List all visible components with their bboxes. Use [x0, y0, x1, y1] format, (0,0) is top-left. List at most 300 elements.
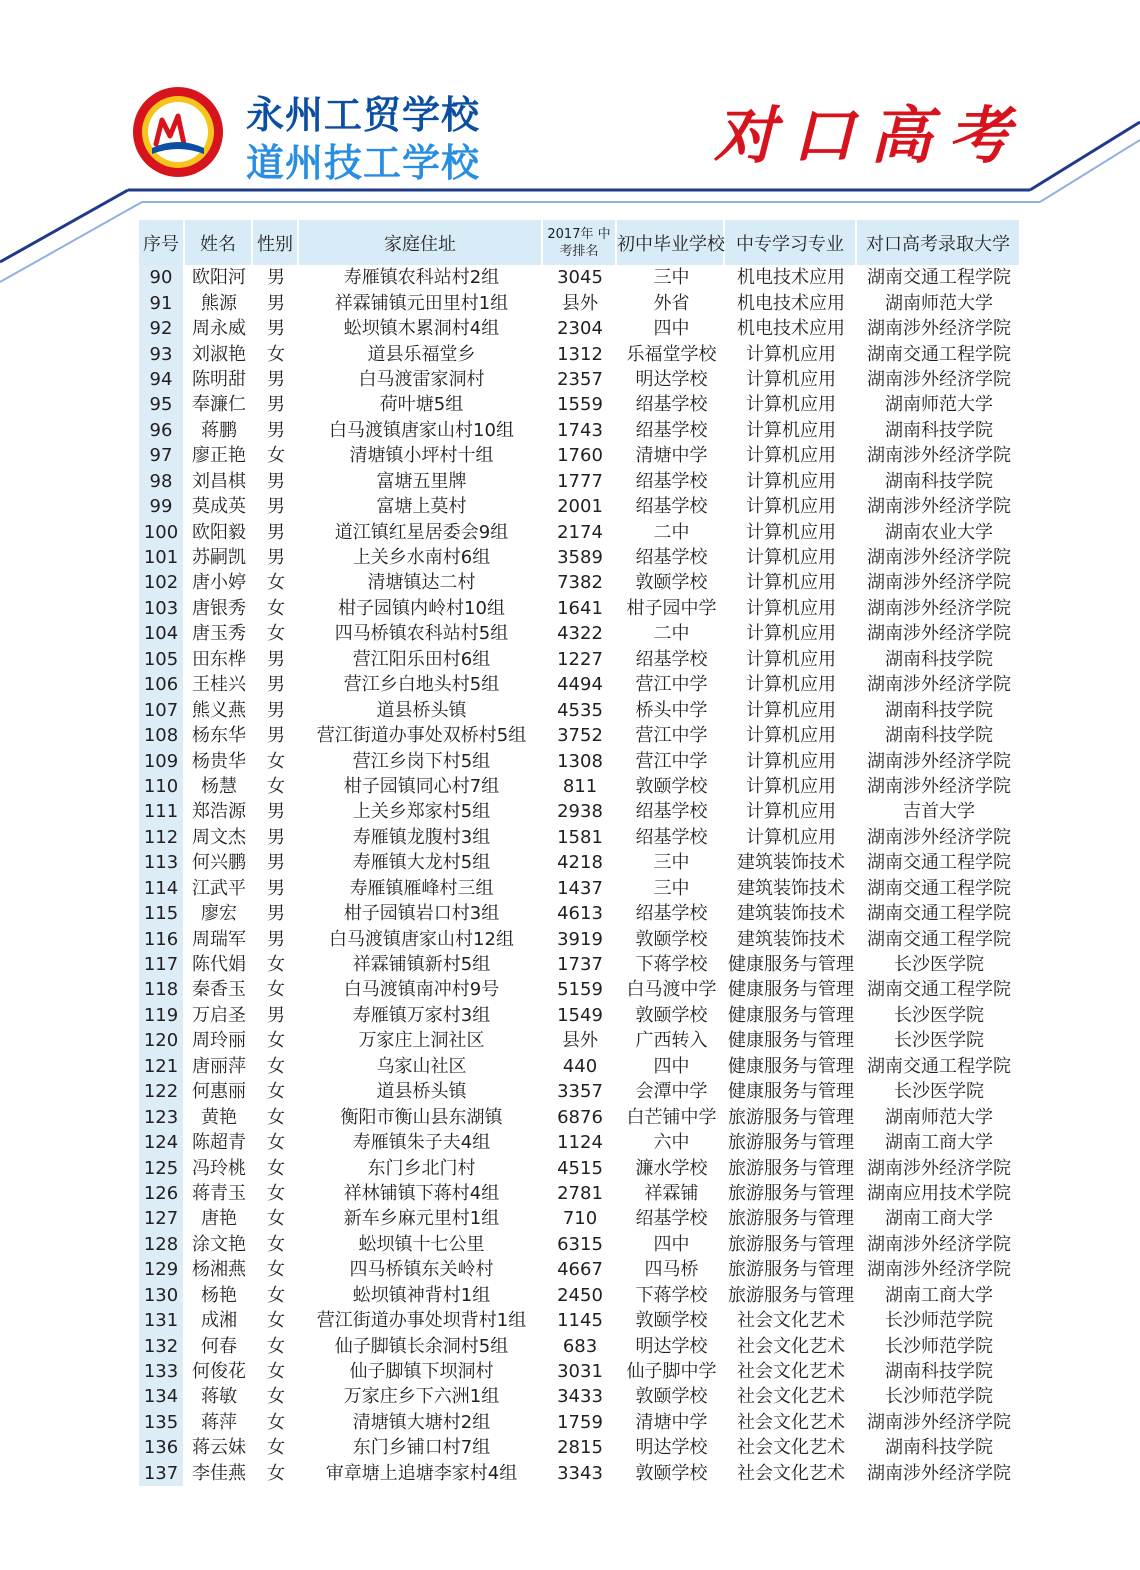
cell-gender: 男 [267, 1004, 285, 1026]
cell-name: 刘淑艳 [192, 343, 246, 365]
cell-university: 长沙医学院 [894, 954, 984, 976]
table-row [139, 341, 1021, 366]
cell-name: 奉濂仁 [192, 394, 246, 416]
cell-no: 137 [139, 1461, 185, 1486]
cell-name: 刘昌棋 [192, 470, 246, 492]
cell-university: 湖南涉外经济学院 [867, 1233, 1011, 1255]
cell-gender: 女 [267, 750, 285, 772]
cell-gender: 女 [267, 775, 285, 797]
cell-exam-rank: 4218 [557, 852, 603, 874]
table-row [139, 901, 1021, 926]
cell-major: 旅游服务与管理 [728, 1182, 854, 1204]
cell-middle-school: 营江中学 [617, 672, 725, 697]
cell-exam-rank: 1124 [557, 1132, 603, 1154]
cell-university: 长沙师范学院 [885, 1335, 993, 1357]
cell-name: 陈代娟 [192, 954, 246, 976]
cell-middle-school: 绍基学校 [617, 647, 725, 672]
cell-gender: 男 [267, 292, 285, 314]
cell-gender: 男 [267, 394, 285, 416]
cell-exam-rank: 2938 [557, 801, 603, 823]
cell-name: 周瑞军 [192, 928, 246, 950]
cell-name: 江武平 [192, 877, 246, 899]
cell-address: 蚣坝镇木累洞村4组 [299, 316, 543, 341]
cell-name: 田东桦 [192, 648, 246, 670]
cell-major: 计算机应用 [746, 470, 836, 492]
cell-exam-rank: 1581 [557, 826, 603, 848]
cell-major: 旅游服务与管理 [728, 1259, 854, 1281]
cell-university: 湖南涉外经济学院 [867, 572, 1011, 594]
cell-major: 计算机应用 [746, 826, 836, 848]
cell-exam-rank: 1777 [557, 470, 603, 492]
cell-exam-rank: 1737 [557, 954, 603, 976]
cell-no: 93 [139, 341, 185, 366]
cell-university: 湖南交通工程学院 [867, 979, 1011, 1001]
cell-exam-rank: 2174 [557, 521, 603, 543]
cell-gender: 男 [267, 419, 285, 441]
cell-no: 112 [139, 825, 185, 850]
cell-gender: 女 [267, 1411, 285, 1433]
cell-middle-school: 绍基学校 [617, 392, 725, 417]
cell-university: 湖南涉外经济学院 [867, 597, 1011, 619]
cell-exam-rank: 县外 [562, 292, 598, 314]
cell-address: 祥林铺镇下蒋村4组 [299, 1181, 543, 1206]
cell-major: 旅游服务与管理 [728, 1132, 854, 1154]
cell-exam-rank: 1760 [557, 445, 603, 467]
cell-major: 计算机应用 [746, 343, 836, 365]
table-row [139, 1181, 1021, 1206]
cell-address: 万家庄乡下六洲1组 [299, 1384, 543, 1409]
cell-university: 长沙医学院 [894, 1081, 984, 1103]
cell-gender: 男 [267, 547, 285, 569]
cell-exam-rank: 3433 [557, 1386, 603, 1408]
table-row [139, 316, 1021, 341]
cell-exam-rank: 7382 [557, 572, 603, 594]
table-row [139, 1003, 1021, 1028]
cell-address: 乌家山社区 [299, 1054, 543, 1079]
table-row [139, 1435, 1021, 1460]
cell-gender: 男 [267, 699, 285, 721]
cell-address: 四马桥镇东关岭村 [299, 1257, 543, 1282]
cell-name: 唐丽萍 [192, 1055, 246, 1077]
cell-gender: 男 [267, 826, 285, 848]
col-header-gender: 性别 [253, 220, 299, 265]
cell-middle-school: 乐福堂学校 [617, 341, 725, 366]
cell-name: 冯玲桃 [192, 1157, 246, 1179]
cell-university: 湖南涉外经济学院 [867, 775, 1011, 797]
table-row [139, 697, 1021, 722]
cell-middle-school: 四中 [617, 316, 725, 341]
cell-no: 108 [139, 723, 185, 748]
cell-exam-rank: 683 [562, 1335, 598, 1357]
cell-no: 116 [139, 926, 185, 951]
cell-university: 湖南涉外经济学院 [867, 826, 1011, 848]
cell-gender: 女 [267, 1132, 285, 1154]
table-row [139, 570, 1021, 595]
cell-university: 湖南交通工程学院 [867, 852, 1011, 874]
cell-middle-school: 濂水学校 [617, 1155, 725, 1180]
cell-middle-school: 敦颐学校 [617, 1461, 725, 1486]
cell-gender: 女 [267, 1310, 285, 1332]
cell-major: 计算机应用 [746, 572, 836, 594]
cell-gender: 女 [267, 1106, 285, 1128]
cell-address: 祥霖铺镇元田里村1组 [299, 290, 543, 315]
cell-middle-school: 明达学校 [617, 1435, 725, 1460]
cell-university: 湖南涉外经济学院 [867, 674, 1011, 696]
cell-major: 计算机应用 [746, 750, 836, 772]
cell-name: 欧阳毅 [192, 521, 246, 543]
cell-major: 健康服务与管理 [728, 1055, 854, 1077]
cell-gender: 女 [267, 1284, 285, 1306]
table-row [139, 621, 1021, 646]
cell-university: 长沙师范学院 [885, 1386, 993, 1408]
cell-name: 苏嗣凯 [192, 547, 246, 569]
table-row [139, 1232, 1021, 1257]
table-row [139, 1461, 1021, 1486]
cell-middle-school: 桥头中学 [617, 697, 725, 722]
cell-name: 杨东华 [192, 725, 246, 747]
cell-no: 98 [139, 469, 185, 494]
cell-major: 健康服务与管理 [728, 979, 854, 1001]
cell-middle-school: 敦颐学校 [617, 926, 725, 951]
table-row [139, 1257, 1021, 1282]
cell-major: 计算机应用 [746, 725, 836, 747]
table-row [139, 977, 1021, 1002]
cell-no: 117 [139, 952, 185, 977]
cell-university: 湖南涉外经济学院 [867, 496, 1011, 518]
table-row [139, 290, 1021, 315]
cell-name: 李佳燕 [192, 1462, 246, 1484]
cell-middle-school: 二中 [617, 519, 725, 544]
cell-name: 周永威 [192, 318, 246, 340]
cell-major: 旅游服务与管理 [728, 1208, 854, 1230]
cell-gender: 男 [267, 496, 285, 518]
cell-address: 清塘镇小坪村十组 [299, 443, 543, 468]
cell-major: 建筑装饰技术 [737, 903, 845, 925]
cell-gender: 女 [267, 572, 285, 594]
cell-university: 湖南交通工程学院 [867, 267, 1011, 289]
cell-university: 湖南应用技术学院 [867, 1182, 1011, 1204]
table-row [139, 850, 1021, 875]
cell-exam-rank: 2781 [557, 1182, 603, 1204]
cell-address: 清塘镇达二村 [299, 570, 543, 595]
cell-major: 计算机应用 [746, 674, 836, 696]
cell-exam-rank: 2815 [557, 1437, 603, 1459]
cell-exam-rank: 4535 [557, 699, 603, 721]
cell-no: 106 [139, 672, 185, 697]
cell-exam-rank: 4322 [557, 623, 603, 645]
cell-no: 111 [139, 799, 185, 824]
cell-name: 涂文艳 [192, 1233, 246, 1255]
table-row [139, 799, 1021, 824]
cell-address: 祥霖铺镇新村5组 [299, 952, 543, 977]
cell-major: 计算机应用 [746, 521, 836, 543]
cell-address: 仙子脚镇长余洞村5组 [299, 1333, 543, 1358]
cell-university: 湖南涉外经济学院 [867, 547, 1011, 569]
cell-no: 96 [139, 418, 185, 443]
cell-middle-school: 绍基学校 [617, 825, 725, 850]
cell-no: 92 [139, 316, 185, 341]
table-row [139, 1410, 1021, 1435]
cell-name: 唐艳 [201, 1208, 237, 1230]
cell-no: 133 [139, 1359, 185, 1384]
cell-middle-school: 绍基学校 [617, 799, 725, 824]
cell-university: 湖南交通工程学院 [867, 877, 1011, 899]
cell-address: 寿雁镇大龙村5组 [299, 850, 543, 875]
cell-exam-rank: 5159 [557, 979, 603, 1001]
cell-university: 湖南涉外经济学院 [867, 1411, 1011, 1433]
cell-gender: 女 [267, 1030, 285, 1052]
cell-no: 99 [139, 494, 185, 519]
cell-middle-school: 绍基学校 [617, 545, 725, 570]
cell-exam-rank: 1759 [557, 1411, 603, 1433]
cell-exam-rank: 1743 [557, 419, 603, 441]
cell-middle-school: 绍基学校 [617, 418, 725, 443]
cell-name: 蒋鹏 [201, 419, 237, 441]
col-header-university: 对口高考录取大学 [857, 220, 1021, 265]
cell-university: 长沙师范学院 [885, 1310, 993, 1332]
cell-university: 湖南涉外经济学院 [867, 1462, 1011, 1484]
cell-exam-rank: 3031 [557, 1361, 603, 1383]
table-row [139, 443, 1021, 468]
cell-no: 135 [139, 1410, 185, 1435]
cell-no: 105 [139, 647, 185, 672]
cell-address: 柑子园镇岩口村3组 [299, 901, 543, 926]
cell-exam-rank: 2357 [557, 368, 603, 390]
cell-major: 计算机应用 [746, 597, 836, 619]
cell-gender: 男 [267, 318, 285, 340]
cell-no: 126 [139, 1181, 185, 1206]
cell-exam-rank: 县外 [562, 1030, 598, 1052]
cell-university: 湖南师范大学 [885, 1106, 993, 1128]
cell-no: 91 [139, 290, 185, 315]
cell-name: 唐玉秀 [192, 623, 246, 645]
cell-address: 新车乡麻元里村1组 [299, 1206, 543, 1231]
table-row [139, 596, 1021, 621]
cell-major: 计算机应用 [746, 445, 836, 467]
cell-address: 道县桥头镇 [299, 697, 543, 722]
school-name-secondary: 道州技工学校 [246, 141, 481, 185]
cell-address: 荷叶塘5组 [299, 392, 543, 417]
cell-gender: 男 [267, 674, 285, 696]
cell-exam-rank: 440 [562, 1055, 598, 1077]
cell-major: 计算机应用 [746, 368, 836, 390]
cell-middle-school: 绍基学校 [617, 469, 725, 494]
table-row [139, 418, 1021, 443]
cell-middle-school: 下蒋学校 [617, 952, 725, 977]
cell-gender: 男 [267, 801, 285, 823]
admission-table [139, 220, 1021, 1486]
cell-name: 周文杰 [192, 826, 246, 848]
cell-exam-rank: 2450 [557, 1284, 603, 1306]
table-row [139, 1308, 1021, 1333]
cell-address: 富塘上莫村 [299, 494, 543, 519]
cell-no: 100 [139, 519, 185, 544]
cell-middle-school: 仙子脚中学 [617, 1359, 725, 1384]
cell-exam-rank: 2001 [557, 496, 603, 518]
cell-gender: 女 [267, 597, 285, 619]
cell-address: 白马渡雷家洞村 [299, 367, 543, 392]
cell-middle-school: 祥霖铺 [617, 1181, 725, 1206]
cell-exam-rank: 4613 [557, 903, 603, 925]
cell-gender: 男 [267, 648, 285, 670]
cell-middle-school: 营江中学 [617, 748, 725, 773]
cell-name: 欧阳河 [192, 267, 246, 289]
table-row [139, 1283, 1021, 1308]
table-row [139, 494, 1021, 519]
cell-exam-rank: 4515 [557, 1157, 603, 1179]
cell-major: 机电技术应用 [737, 292, 845, 314]
cell-address: 寿雁镇龙腹村3组 [299, 825, 543, 850]
col-header-address: 家庭住址 [299, 220, 543, 265]
cell-major: 社会文化艺术 [737, 1386, 845, 1408]
cell-no: 134 [139, 1384, 185, 1409]
cell-address: 东门乡北门村 [299, 1155, 543, 1180]
table-row [139, 265, 1021, 290]
cell-name: 王桂兴 [192, 674, 246, 696]
cell-name: 廖宏 [201, 903, 237, 925]
cell-middle-school: 三中 [617, 265, 725, 290]
cell-gender: 女 [267, 1386, 285, 1408]
cell-gender: 男 [267, 903, 285, 925]
cell-middle-school: 清塘中学 [617, 1410, 725, 1435]
cell-major: 健康服务与管理 [728, 1081, 854, 1103]
cell-middle-school: 会潭中学 [617, 1079, 725, 1104]
table-row [139, 1104, 1021, 1129]
cell-no: 103 [139, 596, 185, 621]
col-header-major: 中专学习专业 [725, 220, 857, 265]
cell-address: 柑子园镇内岭村10组 [299, 596, 543, 621]
cell-name: 黄艳 [201, 1106, 237, 1128]
cell-exam-rank: 710 [562, 1208, 598, 1230]
cell-university: 湖南交通工程学院 [867, 1055, 1011, 1077]
cell-exam-rank: 1145 [557, 1310, 603, 1332]
cell-gender: 女 [267, 1182, 285, 1204]
cell-university: 湖南涉外经济学院 [867, 318, 1011, 340]
cell-no: 130 [139, 1283, 185, 1308]
cell-address: 蚣坝镇神背村1组 [299, 1283, 543, 1308]
cell-address: 审章塘上追塘李家村4组 [299, 1461, 543, 1486]
cell-middle-school: 广西转入 [617, 1028, 725, 1053]
cell-university: 湖南涉外经济学院 [867, 623, 1011, 645]
table-row [139, 1155, 1021, 1180]
cell-major: 社会文化艺术 [737, 1335, 845, 1357]
cell-address: 东门乡铺口村7组 [299, 1435, 543, 1460]
cell-exam-rank: 1312 [557, 343, 603, 365]
cell-major: 计算机应用 [746, 648, 836, 670]
cell-major: 社会文化艺术 [737, 1361, 845, 1383]
cell-address: 道江镇红星居委会9组 [299, 519, 543, 544]
cell-exam-rank: 1227 [557, 648, 603, 670]
table-row [139, 926, 1021, 951]
cell-exam-rank: 3589 [557, 547, 603, 569]
cell-major: 计算机应用 [746, 801, 836, 823]
cell-exam-rank: 3343 [557, 1462, 603, 1484]
cell-exam-rank: 3357 [557, 1081, 603, 1103]
cell-major: 健康服务与管理 [728, 1030, 854, 1052]
cell-no: 109 [139, 748, 185, 773]
cell-major: 建筑装饰技术 [737, 877, 845, 899]
cell-no: 102 [139, 570, 185, 595]
cell-middle-school: 绍基学校 [617, 494, 725, 519]
cell-middle-school: 明达学校 [617, 1333, 725, 1358]
cell-major: 旅游服务与管理 [728, 1106, 854, 1128]
cell-name: 熊义燕 [192, 699, 246, 721]
cell-middle-school: 营江中学 [617, 723, 725, 748]
cell-name: 杨艳 [201, 1284, 237, 1306]
cell-middle-school: 白马渡中学 [617, 977, 725, 1002]
cell-university: 湖南工商大学 [885, 1208, 993, 1230]
cell-gender: 男 [267, 877, 285, 899]
cell-no: 119 [139, 1003, 185, 1028]
table-row [139, 367, 1021, 392]
cell-gender: 女 [267, 343, 285, 365]
cell-name: 周玲丽 [192, 1030, 246, 1052]
cell-gender: 男 [267, 267, 285, 289]
cell-name: 陈超青 [192, 1132, 246, 1154]
cell-university: 湖南涉外经济学院 [867, 1157, 1011, 1179]
cell-major: 计算机应用 [746, 775, 836, 797]
table-row [139, 774, 1021, 799]
cell-university: 湖南科技学院 [885, 699, 993, 721]
cell-exam-rank: 3752 [557, 725, 603, 747]
cell-address: 营江乡白地头村5组 [299, 672, 543, 697]
cell-gender: 男 [267, 521, 285, 543]
cell-gender: 女 [267, 979, 285, 1001]
col-header-exam-rank: 2017年 中考排名 [543, 220, 617, 265]
cell-exam-rank: 3045 [557, 267, 603, 289]
cell-major: 机电技术应用 [737, 318, 845, 340]
cell-no: 120 [139, 1028, 185, 1053]
cell-university: 湖南农业大学 [885, 521, 993, 543]
cell-address: 寿雁镇万家村3组 [299, 1003, 543, 1028]
cell-address: 寿雁镇朱子夫4组 [299, 1130, 543, 1155]
cell-name: 何俊花 [192, 1361, 246, 1383]
table-row [139, 647, 1021, 672]
cell-gender: 女 [267, 1361, 285, 1383]
cell-name: 万启圣 [192, 1004, 246, 1026]
cell-gender: 男 [267, 725, 285, 747]
cell-no: 101 [139, 545, 185, 570]
table-row [139, 1206, 1021, 1231]
cell-major: 旅游服务与管理 [728, 1233, 854, 1255]
table-row [139, 723, 1021, 748]
cell-no: 122 [139, 1079, 185, 1104]
col-header-middle-school: 初中毕业学校 [617, 220, 725, 265]
cell-exam-rank: 811 [562, 775, 598, 797]
cell-gender: 男 [267, 470, 285, 492]
cell-address: 上关乡水南村6组 [299, 545, 543, 570]
cell-no: 95 [139, 392, 185, 417]
cell-major: 计算机应用 [746, 496, 836, 518]
cell-middle-school: 敦颐学校 [617, 1003, 725, 1028]
cell-address: 万家庄上洞社区 [299, 1028, 543, 1053]
cell-no: 113 [139, 850, 185, 875]
cell-gender: 女 [267, 1055, 285, 1077]
cell-address: 四马桥镇农科站村5组 [299, 621, 543, 646]
cell-name: 何惠丽 [192, 1081, 246, 1103]
cell-university: 吉首大学 [903, 801, 975, 823]
table-row [139, 1028, 1021, 1053]
cell-middle-school: 敦颐学校 [617, 774, 725, 799]
cell-middle-school: 外省 [617, 290, 725, 315]
table-row [139, 748, 1021, 773]
cell-address: 白马渡镇唐家山村10组 [299, 418, 543, 443]
cell-no: 97 [139, 443, 185, 468]
cell-major: 健康服务与管理 [728, 954, 854, 976]
cell-name: 蒋萍 [201, 1411, 237, 1433]
cell-name: 莫成英 [192, 496, 246, 518]
cell-university: 湖南交通工程学院 [867, 928, 1011, 950]
